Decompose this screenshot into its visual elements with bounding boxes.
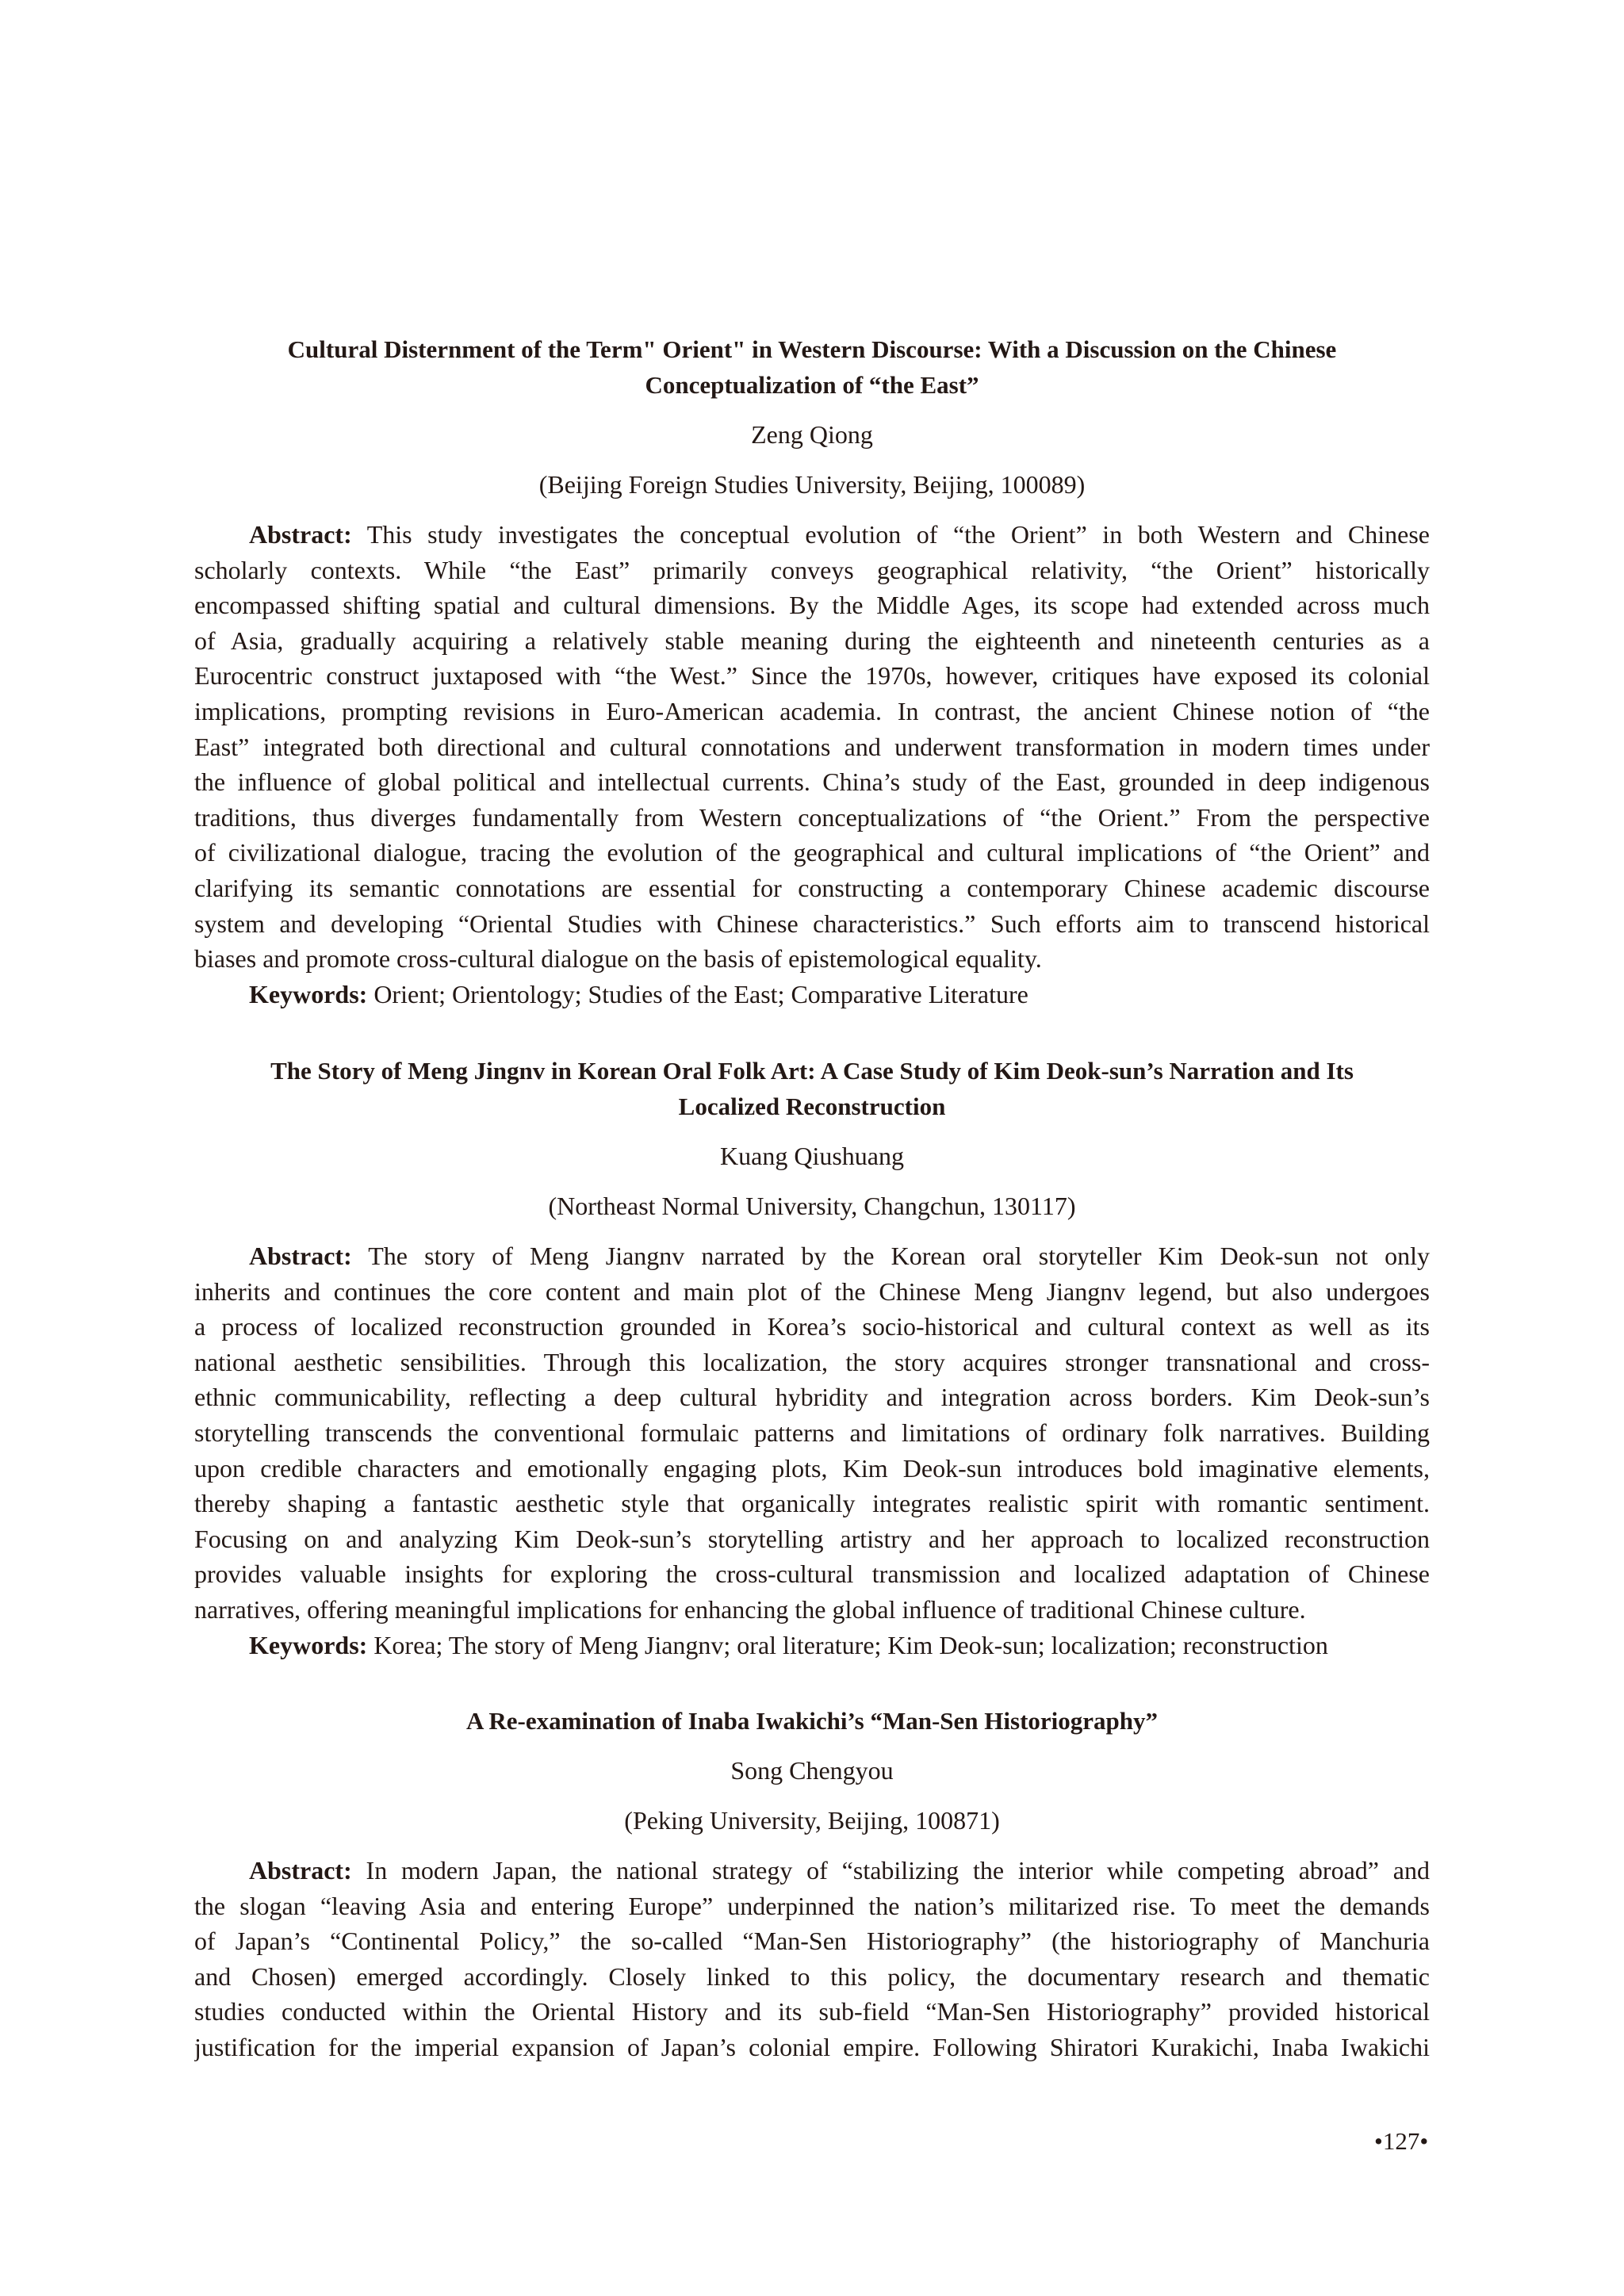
abstract-line: thereby shaping a fantastic aesthetic style that organically integrates realistic spirit with romantic sentiment. — [194, 1489, 1430, 1518]
abstract-line: scholarly contexts. While “the East” primarily conveys geographical relativity, “the Orient” historically — [194, 555, 1430, 584]
abstract-line: biases and promote cross-cultural dialogue on the basis of epistemological equality. — [194, 944, 1042, 974]
article-abstract — [194, 517, 1430, 977]
article-author: Kuang Qiushuang — [720, 1142, 904, 1170]
article-title-line: A Re-examination of Inaba Iwakichi’s “Man-Sen Historiography” — [465, 1707, 1159, 1735]
abstract-line: system and developing “Oriental Studies with Chinese characteristics.” Such efforts aim to transcend historical — [194, 909, 1430, 938]
article-abstract — [194, 1853, 1430, 2065]
abstract-line: inherits and continues the core content and main plot of the Chinese Meng Jiangnv legend, but also undergoes — [194, 1276, 1430, 1306]
abstract-line — [194, 1238, 1430, 1274]
abstract-line: clarifying its semantic connotations are essential for constructing a contemporary Chinese academic discourse — [194, 873, 1430, 902]
article-entry — [194, 1703, 1430, 2065]
keywords-text: Orient; Orientology; Studies of the East; Comparative Literature — [367, 979, 1028, 1008]
keywords-label: Keywords: — [249, 979, 368, 1008]
abstract-line: Eurocentric construct juxtaposed with “the West.” Since the 1970s, however, critiques have exposed its colonial — [194, 661, 1430, 691]
article-author: Zeng Qiong — [751, 420, 873, 449]
abstract-line: and Chosen) emerged accordingly. Closely linked to this policy, the documentary research and thematic — [194, 1961, 1430, 1991]
article-title — [194, 1053, 1430, 1124]
article-title-line: Conceptualization of “the East” — [645, 371, 979, 399]
article-affiliation: (Peking University, Beijing, 100871) — [624, 1806, 1000, 1835]
abstract-line: East” integrated both directional and cultural connotations and underwent transformation in modern times under — [194, 732, 1430, 761]
article-title-line: The Story of Meng Jingnv in Korean Oral Folk Art: A Case Study of Kim Deok-sun’s Narration and Its — [270, 1057, 1354, 1085]
article-keywords — [194, 977, 1430, 1012]
keywords-text: Korea; The story of Meng Jiangnv; oral literature; Kim Deok-sun; localization; reconstruction — [367, 1630, 1328, 1659]
abstract-line — [194, 517, 1430, 553]
article-abstract — [194, 1238, 1430, 1628]
abstract-line: the slogan “leaving Asia and entering Europe” underpinned the nation’s militarized rise. To meet the demands — [194, 1891, 1430, 1920]
abstract-line — [194, 1853, 1430, 1888]
article-entry — [194, 1053, 1430, 1663]
abstract-line: of Japan’s “Continental Policy,” the so-called “Man-Sen Historiography” (the historiography of Manchuria — [194, 1927, 1430, 1956]
abstract-line-text: In modern Japan, the national strategy of “stabilizing the interior while competing abroad” and — [351, 1856, 1430, 1885]
article-title — [194, 331, 1430, 403]
article-affiliation: (Northeast Normal University, Changchun, 130117) — [548, 1192, 1076, 1220]
abstract-line-text: The story of Meng Jiangnv narrated by the Korean oral storyteller Kim Deok-sun not only — [351, 1242, 1430, 1270]
page-number: •127• — [1374, 2127, 1429, 2155]
abstract-line: encompassed shifting spatial and cultural dimensions. By the Middle Ages, its scope had extended across much — [194, 591, 1430, 620]
article-title-line: Localized Reconstruction — [678, 1093, 946, 1120]
abstract-line: Focusing on and analyzing Kim Deok-sun’s storytelling artistry and her approach to localized reconstruction — [194, 1524, 1430, 1553]
abstract-label: Abstract: — [249, 1856, 352, 1885]
abstract-line: ethnic communicability, reflecting a deep cultural hybridity and integration across borders. Kim Deok-sun’s — [194, 1383, 1430, 1412]
abstract-line: of civilizational dialogue, tracing the evolution of the geographical and cultural implications of “the Orient” and — [194, 838, 1430, 867]
abstract-label: Abstract: — [249, 520, 352, 549]
abstract-line: the influence of global political and intellectual currents. China’s study of the East, grounded in deep indigenous — [194, 767, 1430, 797]
abstract-line: of Asia, gradually acquiring a relatively stable meaning during the eighteenth and nineteenth centuries as a — [194, 626, 1430, 655]
abstract-line: national aesthetic sensibilities. Through this localization, the story acquires stronger transnational and cross- — [194, 1347, 1430, 1376]
abstract-line: implications, prompting revisions in Euro-American academia. In contrast, the ancient Chinese notion of “the — [194, 696, 1430, 725]
abstract-label: Abstract: — [249, 1242, 352, 1270]
abstract-line: narratives, offering meaningful implications for enhancing the global influence of traditional Chinese culture. — [194, 1594, 1306, 1624]
article-title — [194, 1703, 1430, 1739]
abstract-line: traditions, thus diverges fundamentally from Western conceptualizations of “the Orient.” From the perspective — [194, 802, 1430, 832]
article-affiliation: (Beijing Foreign Studies University, Beijing, 100089) — [538, 470, 1086, 499]
article-author: Song Chengyou — [730, 1756, 894, 1785]
keywords-label: Keywords: — [249, 1630, 368, 1659]
abstract-line: provides valuable insights for exploring the cross-cultural transmission and localized adaptation of Chinese — [194, 1559, 1430, 1589]
abstract-line: upon credible characters and emotionally engaging plots, Kim Deok-sun introduces bold imaginative elements, — [194, 1453, 1430, 1483]
abstract-line: storytelling transcends the conventional formulaic patterns and limitations of ordinary folk narratives. Building — [194, 1418, 1430, 1447]
abstract-line: justification for the imperial expansion of Japan’s colonial empire. Following Shiratori Kurakichi, Inaba Iwakichi — [194, 2032, 1430, 2061]
abstract-line: studies conducted within the Oriental History and its sub-field “Man-Sen Historiography” provided historical — [194, 1997, 1430, 2026]
article-keywords — [194, 1628, 1430, 1663]
abstract-line-text: This study investigates the conceptual evolution of “the Orient” in both Western and Chinese — [351, 520, 1430, 549]
article-title-line: Cultural Disternment of the Term" Orient" in Western Discourse: With a Discussion on the Chinese — [287, 335, 1337, 363]
abstract-line: a process of localized reconstruction grounded in Korea’s socio-historical and cultural context as well as its — [194, 1312, 1430, 1341]
article-entry — [194, 331, 1430, 1012]
